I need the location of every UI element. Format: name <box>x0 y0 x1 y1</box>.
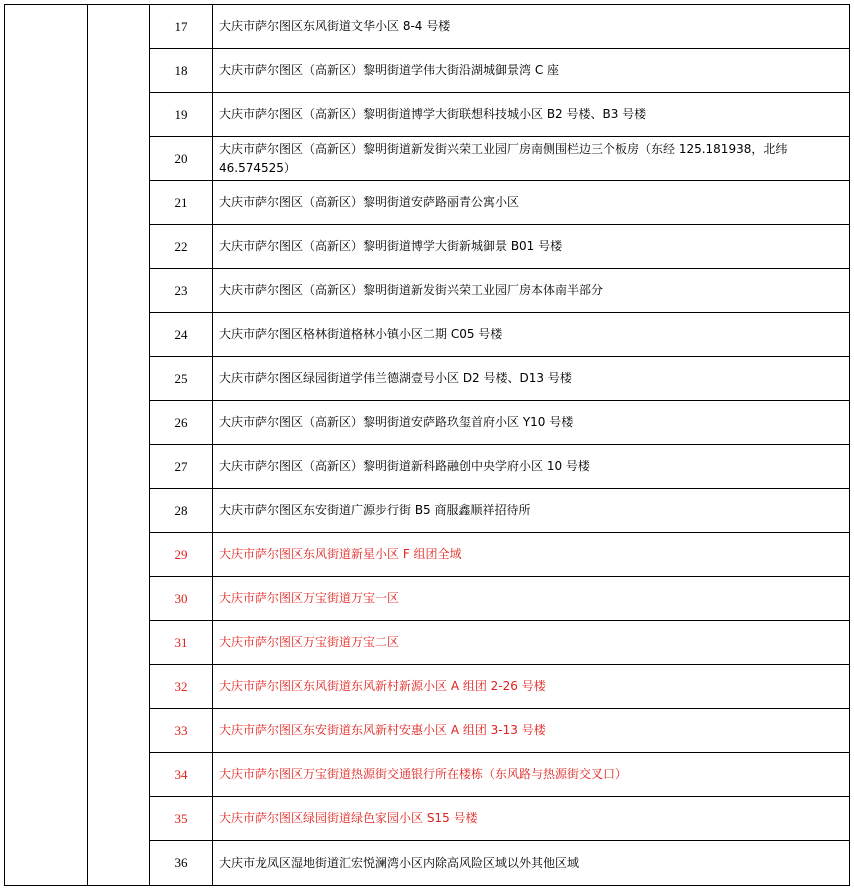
table-row <box>150 533 849 577</box>
table-row <box>150 709 849 753</box>
row-number: 23 <box>150 269 213 312</box>
row-number: 24 <box>150 313 213 356</box>
row-address: 大庆市萨尔图区（高新区）黎明街道新科路融创中央学府小区 10 号楼 <box>219 459 590 473</box>
row-address: 大庆市萨尔图区万宝街道万宝一区 <box>219 591 400 605</box>
row-address: 大庆市萨尔图区东风街道文华小区 8-4 号楼 <box>219 19 451 33</box>
row-address: 大庆市萨尔图区绿园街道绿色家园小区 S15 号楼 <box>219 811 478 825</box>
merged-risk-level-column <box>88 5 150 885</box>
row-number: 36 <box>150 841 213 885</box>
row-address: 大庆市萨尔图区格林街道格林小镇小区二期 C05 号楼 <box>219 327 503 341</box>
table-row <box>150 313 849 357</box>
table-row <box>150 665 849 709</box>
row-address: 大庆市萨尔图区绿园街道学伟兰德湖壹号小区 D2 号楼、D13 号楼 <box>219 371 572 385</box>
row-number: 22 <box>150 225 213 268</box>
table-row <box>150 269 849 313</box>
row-number: 27 <box>150 445 213 488</box>
row-address: 大庆市萨尔图区（高新区）黎明街道新发街兴荣工业园厂房南侧围栏边三个板房（东经 125.181938，北纬 46.574525） <box>219 141 788 175</box>
row-address: 大庆市萨尔图区（高新区）黎明街道新发街兴荣工业园厂房本体南半部分 <box>219 283 604 297</box>
row-address: 大庆市龙凤区湿地街道汇宏悦澜湾小区内除高风险区域以外其他区域 <box>219 855 580 870</box>
row-address: 大庆市萨尔图区万宝街道万宝二区 <box>219 635 400 649</box>
merged-region-column <box>5 5 88 885</box>
row-number: 26 <box>150 401 213 444</box>
table-row <box>150 621 849 665</box>
row-address: 大庆市萨尔图区东风街道新星小区 F 组团全域 <box>219 547 462 561</box>
row-number: 29 <box>150 533 213 576</box>
row-number: 33 <box>150 709 213 752</box>
row-number: 18 <box>150 49 213 92</box>
table-row <box>150 577 849 621</box>
row-address: 大庆市萨尔图区（高新区）黎明街道学伟大街沿湖城御景湾 C 座 <box>219 63 560 77</box>
table-row <box>150 489 849 533</box>
row-number: 32 <box>150 665 213 708</box>
row-address: 大庆市萨尔图区（高新区）黎明街道博学大街新城御景 B01 号楼 <box>219 239 563 253</box>
row-number: 20 <box>150 137 213 180</box>
row-address: 大庆市萨尔图区（高新区）黎明街道安萨路玖玺首府小区 Y10 号楼 <box>219 415 574 429</box>
table-row <box>150 137 849 181</box>
row-address: 大庆市萨尔图区东安街道东风新村安惠小区 A 组团 3-13 号楼 <box>219 723 546 737</box>
row-number: 31 <box>150 621 213 664</box>
row-address: 大庆市萨尔图区东风街道东风新村新源小区 A 组团 2-26 号楼 <box>219 679 546 693</box>
table-row <box>150 401 849 445</box>
table-row <box>150 753 849 797</box>
row-number: 21 <box>150 181 213 224</box>
row-address: 大庆市萨尔图区东安街道广源步行街 B5 商服鑫顺祥招待所 <box>219 503 531 517</box>
row-number: 28 <box>150 489 213 532</box>
row-number: 34 <box>150 753 213 796</box>
table-row <box>150 797 849 841</box>
row-number: 30 <box>150 577 213 620</box>
table-row <box>150 49 849 93</box>
row-number: 17 <box>150 5 213 48</box>
table-row <box>150 357 849 401</box>
row-number: 25 <box>150 357 213 400</box>
address-table <box>4 4 850 886</box>
table-row <box>150 841 849 885</box>
row-number: 19 <box>150 93 213 136</box>
table-row <box>150 93 849 137</box>
row-address: 大庆市萨尔图区（高新区）黎明街道博学大街联想科技城小区 B2 号楼、B3 号楼 <box>219 107 647 121</box>
row-address: 大庆市萨尔图区（高新区）黎明街道安萨路丽青公寓小区 <box>219 195 520 209</box>
table-row <box>150 5 849 49</box>
table-row <box>150 225 849 269</box>
table-row <box>150 445 849 489</box>
table-body <box>150 5 849 885</box>
table-row <box>150 181 849 225</box>
row-address: 大庆市萨尔图区万宝街道热源街交通银行所在楼栋（东风路与热源街交叉口） <box>219 767 628 781</box>
row-number: 35 <box>150 797 213 840</box>
